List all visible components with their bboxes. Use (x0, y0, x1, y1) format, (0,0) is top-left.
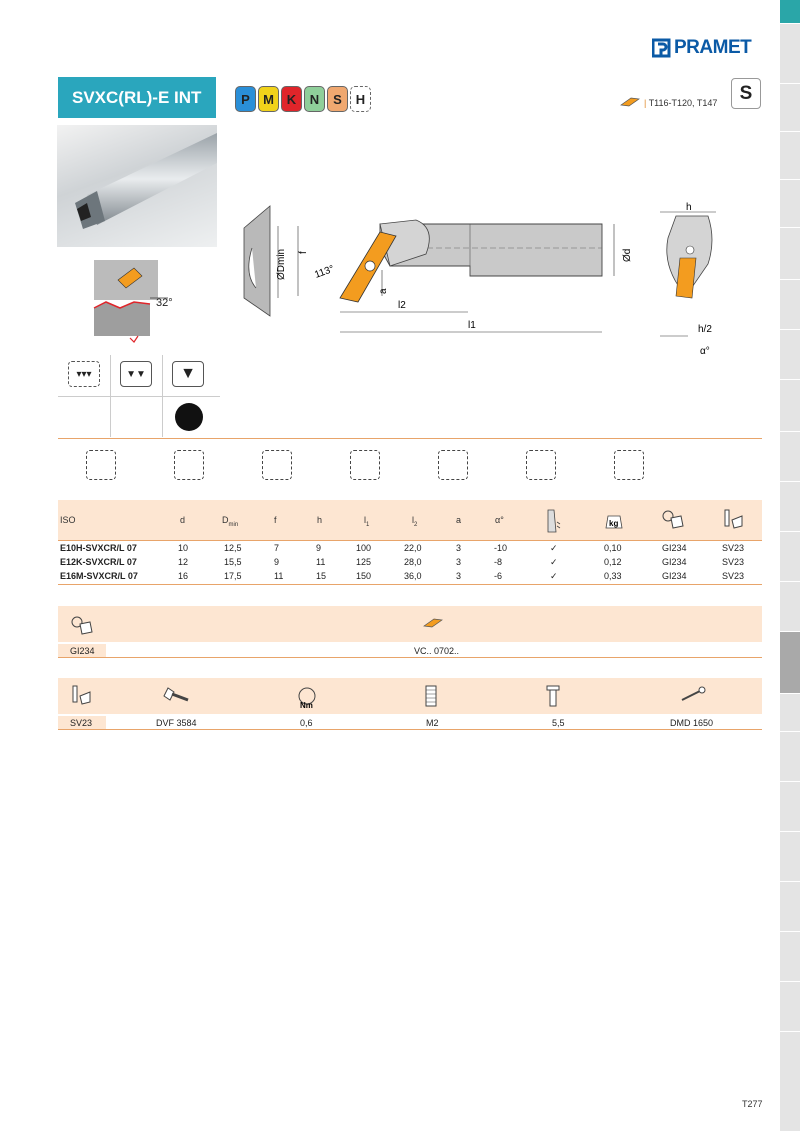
svg-text:Nm: Nm (300, 701, 313, 710)
machining-icon-5 (438, 450, 468, 480)
chapter-tab[interactable] (780, 732, 800, 782)
chapter-tab[interactable] (780, 330, 800, 380)
pramet-logo-icon (652, 38, 672, 58)
product-title: SVXC(RL)-E INT (58, 77, 216, 118)
angle-113-label: 113° (313, 263, 336, 281)
alpha-label: α° (700, 346, 710, 357)
full-circle-icon (175, 403, 203, 431)
torque-icon (294, 684, 320, 712)
light-cut-icon: ▾▾▾ (68, 361, 100, 387)
machining-icon-2 (174, 450, 204, 480)
material-k: K (281, 86, 302, 112)
chapter-tab-current[interactable] (780, 632, 800, 694)
material-p: P (235, 86, 256, 112)
table-row: E16M-SVXCR/L 07 16 17,5 11 15 150 36,0 3 -6 ✓ 0,33 GI234 SV23 (60, 571, 745, 581)
l1-label: l1 (468, 320, 476, 331)
material-h: H (350, 86, 371, 112)
insert-shape-icon (619, 97, 641, 109)
chapter-tab[interactable] (780, 24, 800, 84)
a-label: a (378, 288, 389, 294)
screw-row: SV23 DVF 3584 0,6 M2 5,5 DMD 1650 (58, 716, 762, 730)
machining-icon-4 (350, 450, 380, 480)
page-number: T277 (742, 1099, 763, 1109)
chapter-tab[interactable] (780, 832, 800, 882)
chapter-tab[interactable] (780, 982, 800, 1032)
coolant-icon (546, 508, 562, 534)
chapter-tab[interactable] (780, 694, 800, 732)
svg-text:kg: kg (609, 519, 619, 528)
insert-reference: | T116-T120, T147 (644, 98, 718, 108)
shim-section-header (58, 606, 762, 642)
chapter-tab[interactable] (780, 932, 800, 982)
chapter-tab[interactable] (780, 380, 800, 432)
heavy-cut-icon: ▼ (172, 361, 204, 387)
shim-icon (70, 614, 94, 638)
h2-label: h/2 (698, 324, 712, 335)
chapter-tab[interactable] (780, 882, 800, 932)
chapter-tabs (780, 0, 800, 1132)
chapter-tab[interactable] (780, 228, 800, 280)
l2-label: l2 (398, 300, 406, 311)
screw-section-header (58, 678, 762, 714)
divider (58, 540, 762, 541)
product-photo (57, 125, 217, 247)
insert-shape-icon (422, 618, 444, 630)
f-label: f (298, 251, 309, 254)
divider (58, 438, 762, 439)
shim-icon (661, 508, 685, 530)
machining-icon-7 (614, 450, 644, 480)
screw-icon (70, 684, 92, 708)
dmin-label: ØDmin (276, 248, 287, 280)
length-icon (546, 684, 560, 710)
material-m: M (258, 86, 279, 112)
material-groups (235, 86, 371, 112)
tool-dimension-drawing (240, 198, 740, 368)
chapter-tab[interactable] (780, 1032, 800, 1132)
chapter-tab[interactable] (780, 432, 800, 482)
material-n: N (304, 86, 325, 112)
angle-32-label: 32° (156, 297, 173, 309)
machining-icon-3 (262, 450, 292, 480)
chapter-tab[interactable] (780, 582, 800, 632)
h-label: h (686, 202, 692, 213)
chapter-tab[interactable] (780, 280, 800, 330)
table-row: E10H-SVXCR/L 07 10 12,5 7 9 100 22,0 3 -10 ✓ 0,10 GI234 SV23 (60, 543, 745, 553)
weight-icon (604, 510, 624, 530)
chapter-tab[interactable] (780, 180, 800, 228)
chapter-tab[interactable] (780, 132, 800, 180)
medium-cut-icon: ▼▼ (120, 361, 152, 387)
thread-icon (424, 684, 438, 710)
insert-symbol-badge: S (731, 78, 761, 109)
screw-icon (722, 508, 744, 530)
chapter-tab[interactable] (780, 482, 800, 532)
chapter-tab[interactable] (780, 532, 800, 582)
machining-icon-6 (526, 450, 556, 480)
machining-icon-1 (86, 450, 116, 480)
chapter-tab[interactable] (780, 84, 800, 132)
material-s: S (327, 86, 348, 112)
d-label: Ød (622, 248, 633, 262)
chapter-tab-active[interactable] (780, 0, 800, 24)
key-icon (678, 686, 708, 706)
brand-name: PRAMET (674, 37, 752, 58)
chapter-tab[interactable] (780, 782, 800, 832)
divider (58, 584, 762, 585)
table-row: E12K-SVXCR/L 07 12 15,5 9 11 125 28,0 3 -8 ✓ 0,12 GI234 SV23 (60, 557, 745, 567)
shim-row: GI234 VC.. 0702.. (58, 644, 762, 658)
brand-logo (652, 38, 764, 58)
approach-angle-diagram (90, 258, 180, 348)
table-header: ISO d $D_{min}$ f h $l_1$ $l_2$ a α° kg (58, 500, 762, 540)
screw-detail-icon (162, 686, 190, 706)
